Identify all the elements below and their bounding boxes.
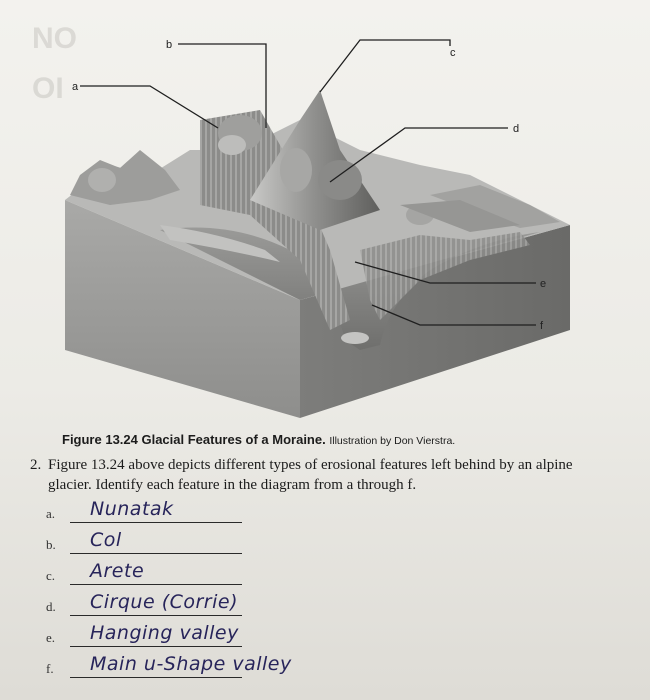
answer-letter: d.	[46, 599, 56, 614]
answer-line	[70, 584, 242, 585]
label-e: e	[540, 278, 547, 290]
answer-handwritten: Col	[90, 529, 122, 551]
label-b: b	[166, 39, 173, 51]
answer-letter: f.	[46, 661, 54, 676]
label-a: a	[72, 81, 79, 93]
bleed-through-text: NO	[32, 22, 77, 55]
answer-handwritten: Nunatak	[90, 498, 174, 520]
answer-row	[46, 529, 606, 555]
answer-row	[46, 653, 606, 679]
valley-floor	[341, 332, 369, 344]
answer-handwritten: Main u-Shape valley	[90, 653, 292, 675]
caption-title: Figure 13.24 Glacial Features of a Moraine.	[62, 432, 326, 447]
answer-letter: a.	[46, 506, 56, 521]
answer-line	[70, 646, 242, 647]
answer-row	[46, 622, 606, 648]
answer-letter: c.	[46, 568, 56, 583]
cirque-bowl	[318, 160, 362, 200]
figure-caption	[62, 432, 622, 447]
answer-line	[70, 522, 242, 523]
answer-row	[46, 498, 606, 524]
label-f: f	[540, 320, 544, 332]
answer-handwritten: Hanging valley	[90, 622, 239, 644]
label-c: c	[450, 47, 456, 59]
answer-list	[46, 498, 606, 688]
answer-row	[46, 560, 606, 586]
answer-letter: e.	[46, 630, 56, 645]
question-text: Figure 13.24 above depicts different types of erosional features left behind by an alpine glacier. Identify each feature in the diagram from a through f.	[48, 457, 573, 493]
leader-line-a	[80, 86, 218, 128]
bleed-through-text: OI	[32, 72, 64, 105]
answer-row	[46, 591, 606, 617]
cirque-bowl	[280, 148, 312, 192]
label-d: d	[513, 123, 520, 135]
answer-line	[70, 615, 242, 616]
answer-handwritten: Cirque (Corrie)	[90, 591, 238, 613]
caption-credit: Illustration by Don Vierstra.	[329, 435, 456, 447]
cirque-bowl	[88, 168, 116, 192]
cirque-bowl	[218, 135, 246, 155]
answer-handwritten: Arete	[90, 560, 145, 582]
answer-letter: b.	[46, 537, 56, 552]
question-number: 2.	[30, 457, 42, 473]
leader-line-c	[320, 40, 450, 92]
answer-line	[70, 553, 242, 554]
answer-line	[70, 677, 242, 678]
